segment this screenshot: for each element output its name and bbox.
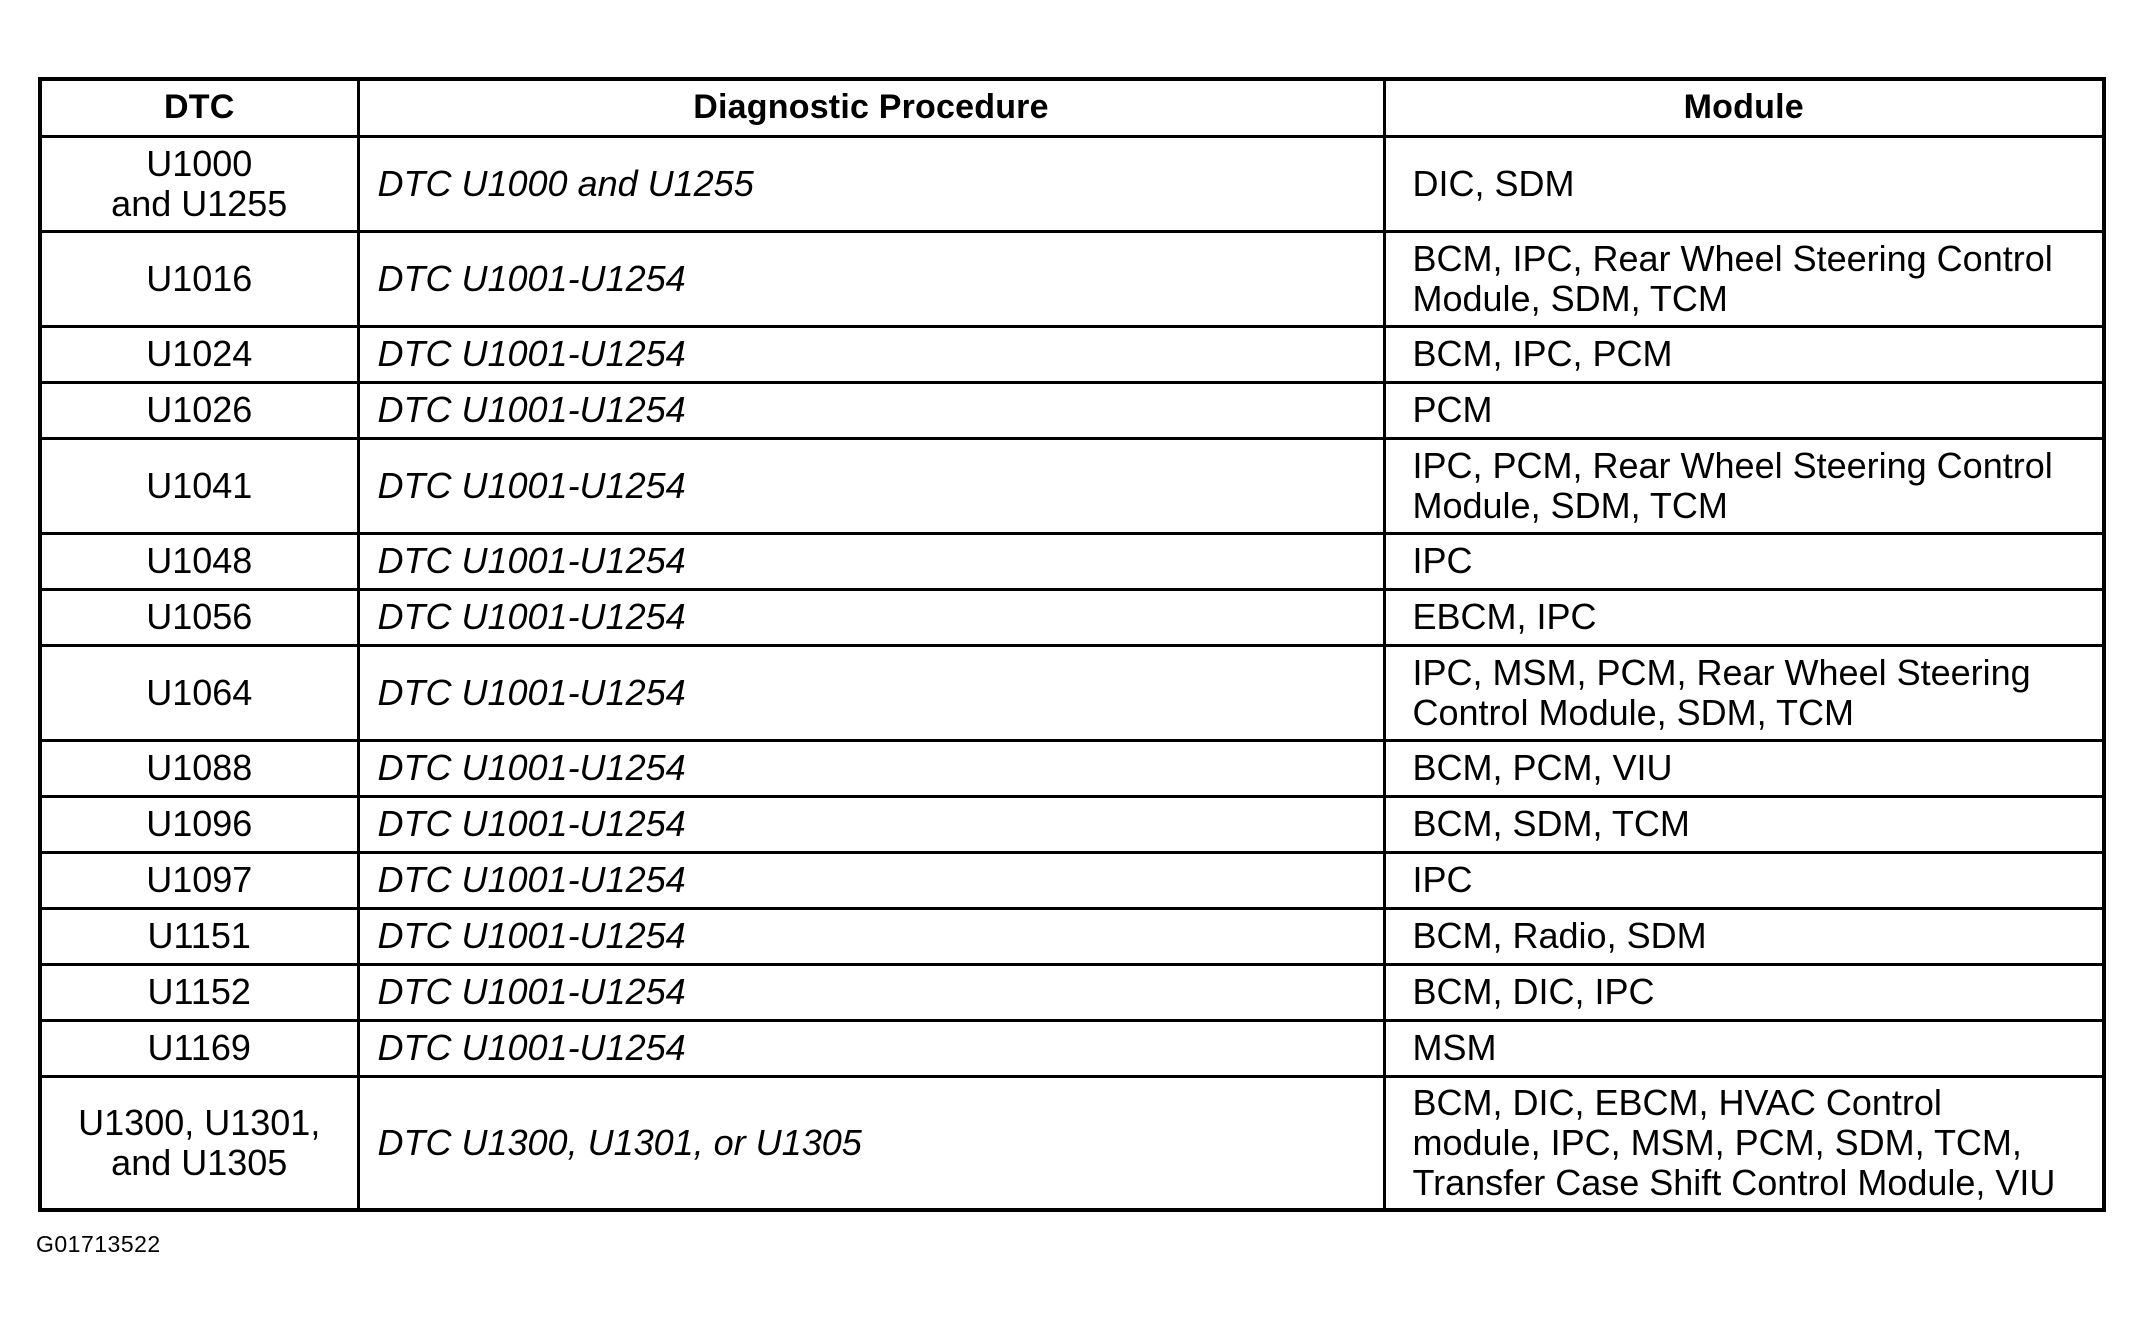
module-line: IPC, PCM, Rear Wheel Steering Control (1412, 444, 2053, 486)
table-row (40, 589, 2104, 645)
module-line: Transfer Case Shift Control Module, VIU (1412, 1161, 2056, 1203)
module-cell (1384, 645, 2104, 740)
figure-id: G01713522 (36, 1231, 161, 1257)
dtc-line: and U1305 (111, 1141, 288, 1183)
module-line: Module, SDM, TCM (1412, 484, 1728, 526)
dtc-cell: U1016 (40, 231, 358, 326)
procedure-cell: DTC U1001-U1254 (358, 740, 1384, 796)
dtc-cell: U1088 (40, 740, 358, 796)
module-cell (1384, 1076, 2104, 1210)
dtc-line: U1300, U1301, (78, 1101, 321, 1143)
table-row (40, 1076, 2104, 1210)
dtc-table (38, 77, 2106, 1212)
module-line: IPC, MSM, PCM, Rear Wheel Steering (1412, 651, 2031, 693)
table-row (40, 1020, 2104, 1076)
table-row (40, 796, 2104, 852)
procedure-cell: DTC U1001-U1254 (358, 852, 1384, 908)
procedure-cell: DTC U1001-U1254 (358, 438, 1384, 533)
module-cell: IPC (1384, 533, 2104, 589)
procedure-cell: DTC U1001-U1254 (358, 1020, 1384, 1076)
module-line: module, IPC, MSM, PCM, SDM, TCM, (1412, 1121, 2022, 1163)
table-row (40, 852, 2104, 908)
procedure-cell: DTC U1001-U1254 (358, 326, 1384, 382)
table-row (40, 136, 2104, 231)
dtc-cell: U1152 (40, 964, 358, 1020)
dtc-cell: U1064 (40, 645, 358, 740)
table-row (40, 438, 2104, 533)
table-row (40, 533, 2104, 589)
module-cell (1384, 438, 2104, 533)
procedure-cell: DTC U1001-U1254 (358, 589, 1384, 645)
module-cell: EBCM, IPC (1384, 589, 2104, 645)
procedure-cell: DTC U1000 and U1255 (358, 136, 1384, 231)
procedure-cell: DTC U1300, U1301, or U1305 (358, 1076, 1384, 1210)
table-row (40, 382, 2104, 438)
dtc-cell: U1041 (40, 438, 358, 533)
dtc-cell: U1056 (40, 589, 358, 645)
module-cell (1384, 231, 2104, 326)
table-header-row (40, 79, 2104, 136)
dtc-line: U1000 (146, 142, 253, 184)
module-cell: BCM, PCM, VIU (1384, 740, 2104, 796)
dtc-cell: U1097 (40, 852, 358, 908)
dtc-cell (40, 136, 358, 231)
dtc-cell: U1169 (40, 1020, 358, 1076)
table-row (40, 326, 2104, 382)
header-dtc: DTC (40, 79, 358, 136)
procedure-cell: DTC U1001-U1254 (358, 231, 1384, 326)
procedure-cell: DTC U1001-U1254 (358, 533, 1384, 589)
table-row (40, 231, 2104, 326)
procedure-cell: DTC U1001-U1254 (358, 382, 1384, 438)
table-row (40, 908, 2104, 964)
module-cell: BCM, DIC, IPC (1384, 964, 2104, 1020)
header-module: Module (1384, 79, 2104, 136)
module-line: BCM, IPC, Rear Wheel Steering Control (1412, 237, 2053, 279)
module-line: BCM, DIC, EBCM, HVAC Control (1412, 1081, 1942, 1123)
header-diagnostic-procedure: Diagnostic Procedure (358, 79, 1384, 136)
dtc-line: and U1255 (111, 182, 288, 224)
dtc-cell: U1151 (40, 908, 358, 964)
dtc-cell: U1096 (40, 796, 358, 852)
table-row (40, 964, 2104, 1020)
procedure-cell: DTC U1001-U1254 (358, 796, 1384, 852)
module-cell: DIC, SDM (1384, 136, 2104, 231)
procedure-cell: DTC U1001-U1254 (358, 964, 1384, 1020)
module-cell: MSM (1384, 1020, 2104, 1076)
dtc-cell: U1026 (40, 382, 358, 438)
dtc-cell (40, 1076, 358, 1210)
table-row (40, 645, 2104, 740)
module-line: Module, SDM, TCM (1412, 277, 1728, 319)
procedure-cell: DTC U1001-U1254 (358, 645, 1384, 740)
procedure-cell: DTC U1001-U1254 (358, 908, 1384, 964)
module-line: Control Module, SDM, TCM (1412, 691, 1854, 733)
table-row (40, 740, 2104, 796)
module-cell: BCM, Radio, SDM (1384, 908, 2104, 964)
module-cell: PCM (1384, 382, 2104, 438)
module-cell: BCM, IPC, PCM (1384, 326, 2104, 382)
dtc-cell: U1024 (40, 326, 358, 382)
dtc-cell: U1048 (40, 533, 358, 589)
module-cell: BCM, SDM, TCM (1384, 796, 2104, 852)
module-cell: IPC (1384, 852, 2104, 908)
